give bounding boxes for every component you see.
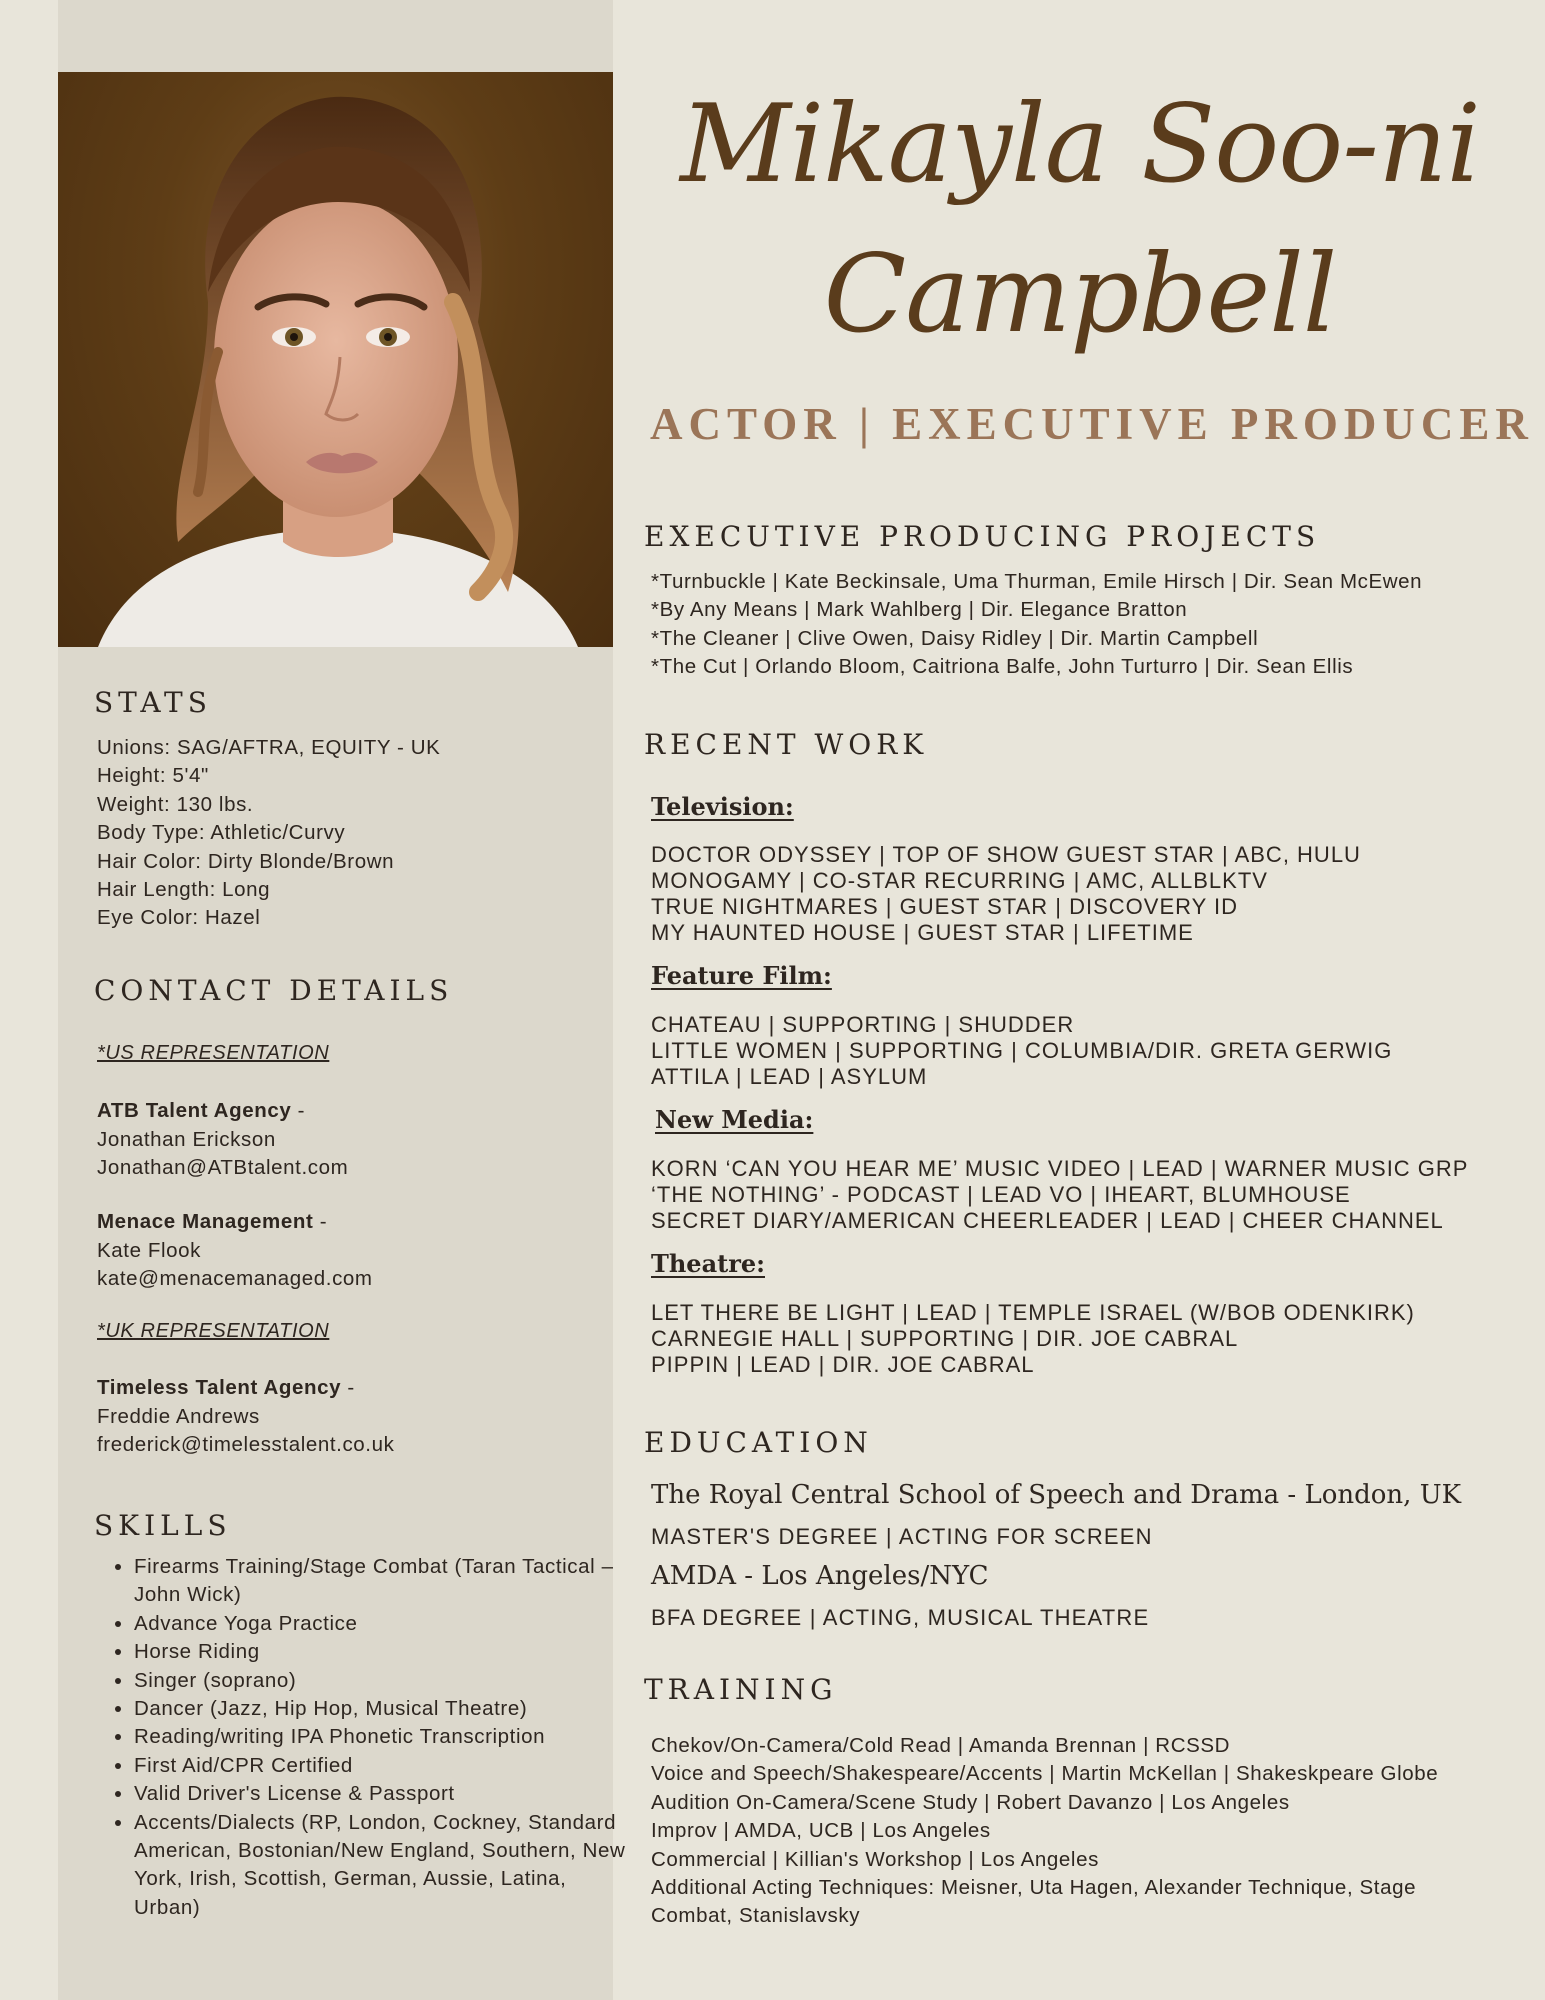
stat-item: Hair Color: Dirty Blonde/Brown xyxy=(97,849,395,873)
skill-item: • Singer (soprano) xyxy=(134,1667,634,1695)
credit-item: SECRET DIARY/AMERICAN CHEERLEADER | LEAD | CHEER CHANNEL xyxy=(651,1208,1444,1233)
agency-name: Menace Management xyxy=(97,1210,314,1233)
theatre-subheading: Theatre: xyxy=(651,1249,765,1278)
credit-item: KORN ‘CAN YOU HEAR ME’ MUSIC VIDEO | LEAD | WARNER MUSIC GRP xyxy=(651,1156,1469,1181)
agent-email[interactable]: kate@menacemanaged.com xyxy=(97,1267,373,1290)
credit-item: DOCTOR ODYSSEY | TOP OF SHOW GUEST STAR | ABC, HULU xyxy=(651,842,1361,867)
skills-list xyxy=(98,1553,634,1922)
credit-item: TRUE NIGHTMARES | GUEST STAR | DISCOVERY ID xyxy=(651,894,1238,919)
education-degree: BFA DEGREE | ACTING, MUSICAL THEATRE xyxy=(651,1605,1150,1630)
recent-work-heading: RECENT WORK xyxy=(644,728,929,761)
exec-producing-list xyxy=(651,568,1422,682)
training-item: Audition On-Camera/Scene Study | Robert Davanzo | Los Angeles xyxy=(651,1790,1290,1814)
uk-representation-label: *UK REPRESENTATION xyxy=(97,1320,330,1342)
us-representation-label: *US REPRESENTATION xyxy=(97,1042,330,1064)
training-heading: TRAINING xyxy=(644,1673,838,1706)
credit-item: PIPPIN | LEAD | DIR. JOE CABRAL xyxy=(651,1352,1035,1377)
exec-producing-heading: EXECUTIVE PRODUCING PROJECTS xyxy=(644,520,1321,553)
stat-item: Weight: 130 lbs. xyxy=(97,792,254,816)
credit-item: MONOGAMY | CO-STAR RECURRING | AMC, ALLBLKTV xyxy=(651,868,1268,893)
skill-item: • Firearms Training/Stage Combat (Taran Tactical – John Wick) xyxy=(134,1553,634,1610)
exec-project: *The Cleaner | Clive Owen, Daisy Ridley | Dir. Martin Campbell xyxy=(651,626,1259,650)
name-line-2: Campbell xyxy=(823,232,1337,357)
skill-item: • Reading/writing IPA Phonetic Transcription xyxy=(134,1723,634,1751)
education-school: The Royal Central School of Speech and Drama - London, UK xyxy=(651,1480,1462,1510)
agency-name: Timeless Talent Agency xyxy=(97,1376,342,1399)
new-media-subheading: New Media: xyxy=(655,1105,814,1134)
stat-item: Body Type: Athletic/Curvy xyxy=(97,821,346,845)
exec-project: *By Any Means | Mark Wahlberg | Dir. Elegance Bratton xyxy=(651,598,1188,622)
stat-item: Height: 5'4" xyxy=(97,764,209,788)
stat-item: Eye Color: Hazel xyxy=(97,906,261,930)
skill-item: • Horse Riding xyxy=(134,1638,634,1666)
agency-timeless: Timeless Talent Agency - Freddie Andrews frederick@timelesstalent.co.uk xyxy=(97,1374,394,1460)
training-list xyxy=(651,1732,1438,1931)
skill-item: • Advance Yoga Practice xyxy=(134,1610,634,1638)
name-title xyxy=(640,70,1520,370)
stat-item: Hair Length: Long xyxy=(97,878,271,902)
agent-email[interactable]: frederick@timelesstalent.co.uk xyxy=(97,1433,395,1456)
skill-item: • First Aid/CPR Certified xyxy=(134,1752,634,1780)
agency-menace: Menace Management - Kate Flook kate@menacemanaged.com xyxy=(97,1208,373,1294)
headshot-photo xyxy=(58,72,613,647)
training-item: Voice and Speech/Shakespeare/Accents | Martin McKellan | Shakeskpeare Globe xyxy=(651,1762,1439,1786)
training-item: Improv | AMDA, UCB | Los Angeles xyxy=(651,1819,991,1843)
credit-item: ATTILA | LEAD | ASYLUM xyxy=(651,1064,928,1089)
education-degree: MASTER'S DEGREE | ACTING FOR SCREEN xyxy=(651,1524,1153,1549)
credit-item: ‘THE NOTHING’ - PODCAST | LEAD VO | IHEART, BLUMHOUSE xyxy=(651,1182,1351,1207)
agent-name: Freddie Andrews xyxy=(97,1404,260,1428)
training-item: Combat, Stanislavsky xyxy=(651,1904,861,1928)
credit-item: CHATEAU | SUPPORTING | SHUDDER xyxy=(651,1012,1075,1037)
agency-atb: ATB Talent Agency - Jonathan Erickson Jonathan@ATBtalent.com xyxy=(97,1097,348,1183)
name-line-1: Mikayla Soo-ni xyxy=(680,82,1480,207)
stats-list xyxy=(97,734,440,933)
agent-name: Jonathan Erickson xyxy=(97,1127,276,1151)
credit-item: MY HAUNTED HOUSE | GUEST STAR | LIFETIME xyxy=(651,920,1194,945)
stats-heading: STATS xyxy=(94,686,212,719)
education-heading: EDUCATION xyxy=(644,1426,873,1459)
television-list xyxy=(651,842,1361,946)
theatre-list xyxy=(651,1300,1415,1378)
new-media-list xyxy=(651,1156,1469,1234)
training-item: Chekov/On-Camera/Cold Read | Amanda Brennan | RCSSD xyxy=(651,1734,1231,1757)
credit-item: LITTLE WOMEN | SUPPORTING | COLUMBIA/DIR. GRETA GERWIG xyxy=(651,1038,1393,1063)
credit-item: LET THERE BE LIGHT | LEAD | TEMPLE ISRAEL (W/BOB ODENKIRK) xyxy=(651,1300,1415,1325)
training-item: Commercial | Killian's Workshop | Los Angeles xyxy=(651,1847,1099,1871)
agent-name: Kate Flook xyxy=(97,1238,201,1262)
subtitle: ACTOR | EXECUTIVE PRODUCER xyxy=(650,399,1534,449)
exec-project: *The Cut | Orlando Bloom, Caitriona Balfe, John Turturro | Dir. Sean Ellis xyxy=(651,655,1354,679)
credit-item: CARNEGIE HALL | SUPPORTING | DIR. JOE CABRAL xyxy=(651,1326,1239,1351)
skill-item: • Accents/Dialects (RP, London, Cockney, Standard American, Bostonian/New England, Southern, New York, Irish, Scottish, German, Aussie, Latina, Urban) xyxy=(134,1809,634,1923)
education-school: AMDA - Los Angeles/NYC xyxy=(651,1561,989,1591)
exec-project: *Turnbuckle | Kate Beckinsale, Uma Thurman, Emile Hirsch | Dir. Sean McEwen xyxy=(651,570,1423,593)
stat-item: Unions: SAG/AFTRA, EQUITY - UK xyxy=(97,736,441,759)
skills-heading: SKILLS xyxy=(94,1509,232,1542)
agent-email[interactable]: Jonathan@ATBtalent.com xyxy=(97,1156,349,1179)
skill-item: • Valid Driver's License & Passport xyxy=(134,1780,634,1808)
television-subheading: Television: xyxy=(651,792,794,821)
feature-film-list xyxy=(651,1012,1392,1090)
agency-name: ATB Talent Agency xyxy=(97,1099,292,1122)
contact-heading: CONTACT DETAILS xyxy=(94,974,454,1007)
feature-film-subheading: Feature Film: xyxy=(651,961,832,990)
training-item: Additional Acting Techniques: Meisner, Uta Hagen, Alexander Technique, Stage xyxy=(651,1876,1417,1900)
skill-item: • Dancer (Jazz, Hip Hop, Musical Theatre) xyxy=(134,1695,634,1723)
